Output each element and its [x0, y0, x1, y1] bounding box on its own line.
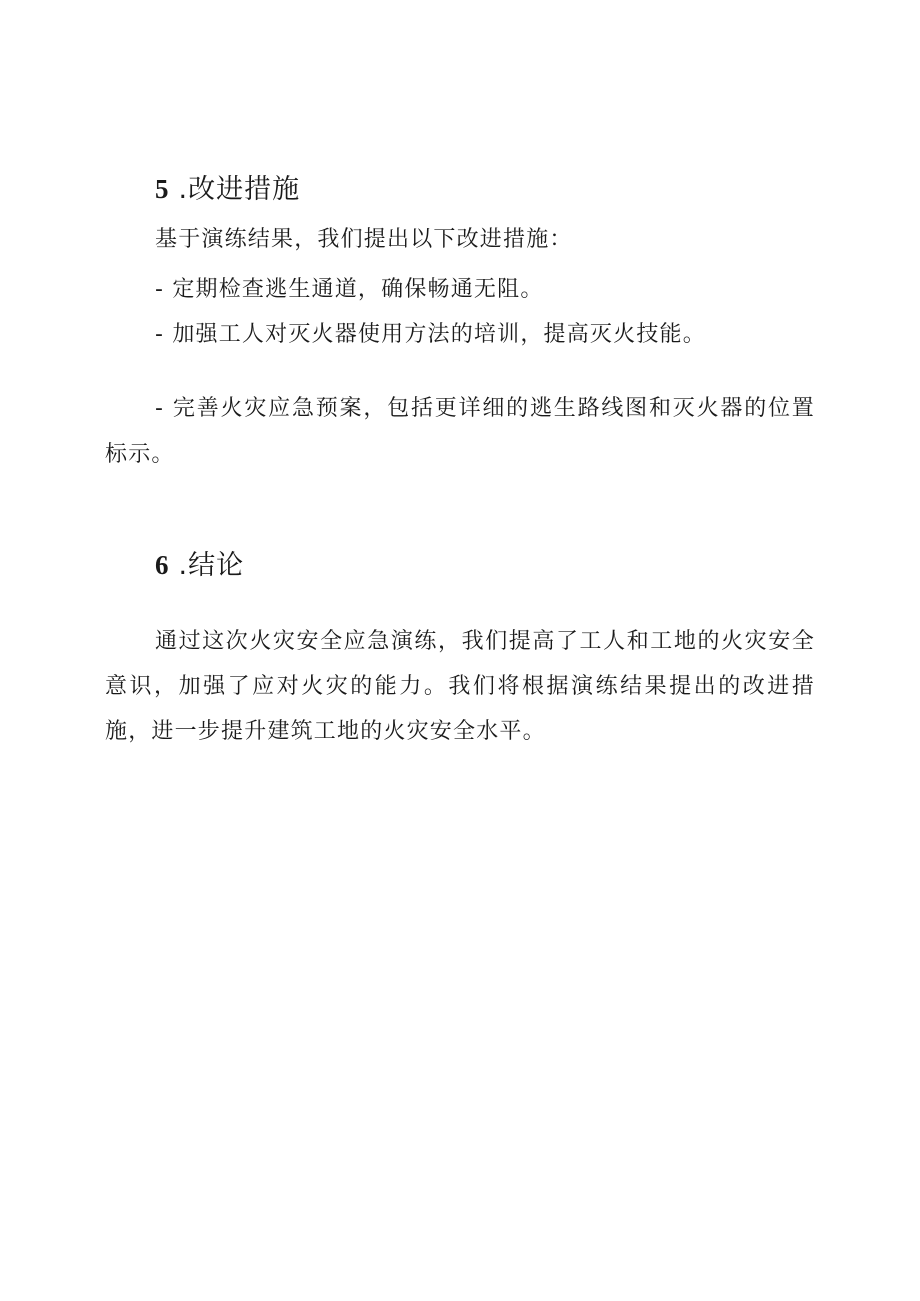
section-5-title: .改进措施	[178, 174, 301, 205]
section-6-title: .结论	[178, 550, 245, 581]
section-5-intro: 基于演练结果，我们提出以下改进措施：	[155, 227, 573, 252]
conclusion-paragraph: 通过这次火灾安全应急演练，我们提高了工人和工地的火灾安全意识，加强了应对火灾的能力。我们将根据演练结果提出的改进措施，进一步提升建筑工地的火灾安全水平。	[105, 629, 815, 744]
improvement-item-3: - 完善火灾应急预案，包括更详细的逃生路线图和灭火器的位置标示。	[105, 396, 815, 467]
section-5-number: 5	[155, 174, 169, 204]
section-5-heading	[155, 172, 300, 207]
improvement-item-1: - 定期检查逃生通道，确保畅通无阻。	[155, 277, 544, 302]
section-6-number: 6	[155, 550, 169, 580]
section-6-heading	[155, 548, 244, 583]
improvement-item-2: - 加强工人对灭火器使用方法的培训，提高灭火技能。	[155, 322, 706, 347]
